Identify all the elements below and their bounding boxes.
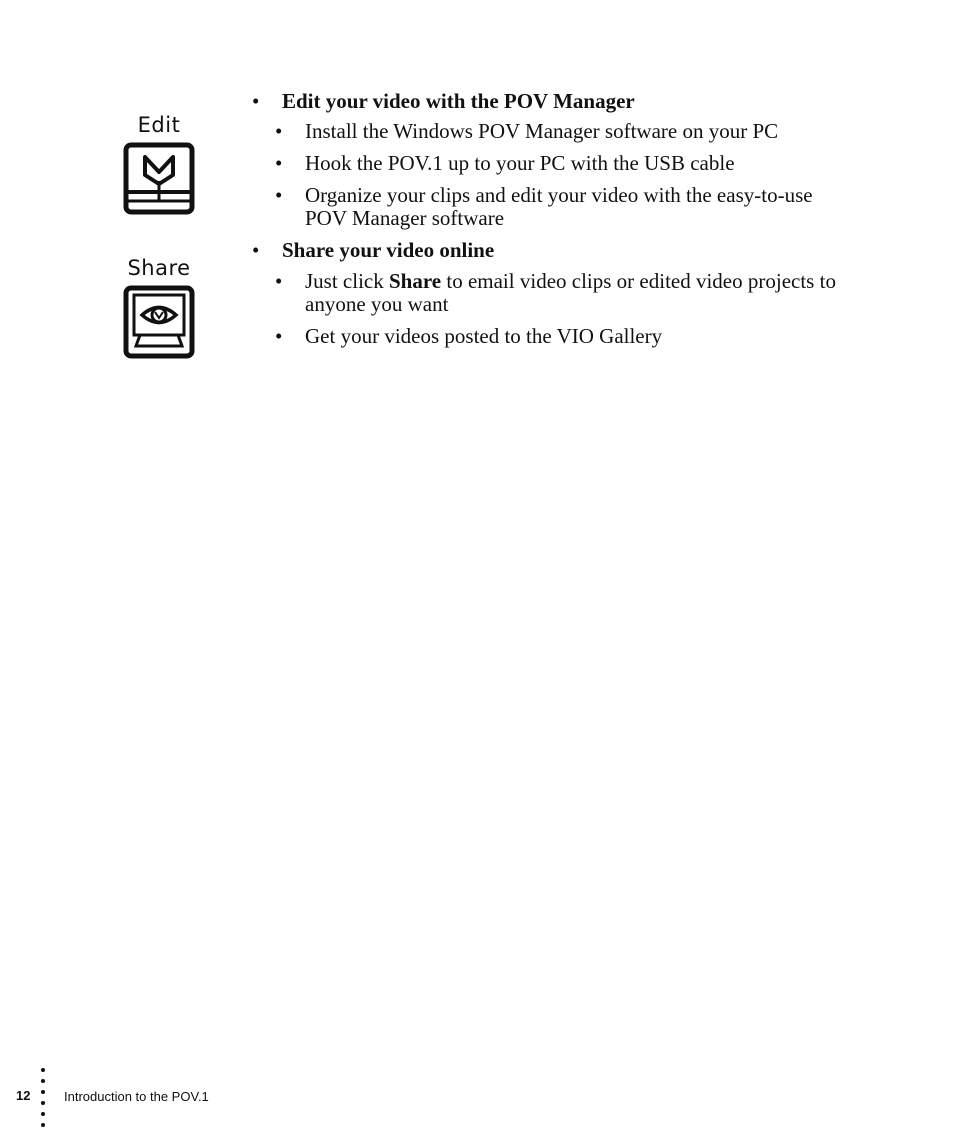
footer-dot [41,1101,45,1105]
footer-dot [41,1090,45,1094]
feature-list [252,88,852,348]
share-item-click-suffix: to email video clips or edited video projects to anyone you want [305,269,836,316]
footer-title: Introduction to the POV.1 [64,1089,209,1104]
page-number: 12 [16,1088,31,1103]
edit-icon-block [114,111,204,217]
footer-dot [41,1068,45,1072]
share-icon [121,284,197,360]
share-icon-block [114,254,204,360]
footer-dot [41,1079,45,1083]
footer-dot [41,1112,45,1116]
footer-dot [41,1123,45,1127]
edit-icon [121,141,197,217]
share-item-click-prefix: Just click [305,269,389,293]
page-footer [0,1068,300,1138]
edit-section-heading: • Edit your video with the POV Manager [252,88,852,114]
share-icon-label: Share [127,256,191,280]
share-keyword: Share [389,269,442,293]
footer-dot-divider [41,1068,47,1134]
edit-item-hook: • Hook the POV.1 up to your PC with the USB cable [252,152,852,175]
share-item-gallery: • Get your videos posted to the VIO Gallery [252,325,852,348]
share-item-click [252,270,852,316]
share-section-heading: • Share your video online [252,237,852,263]
edit-item-organize: • Organize your clips and edit your video with the easy-to-use POV Manager software [252,184,852,230]
edit-item-install: • Install the Windows POV Manager software on your PC [252,120,852,143]
edit-icon-label: Edit [137,113,181,137]
